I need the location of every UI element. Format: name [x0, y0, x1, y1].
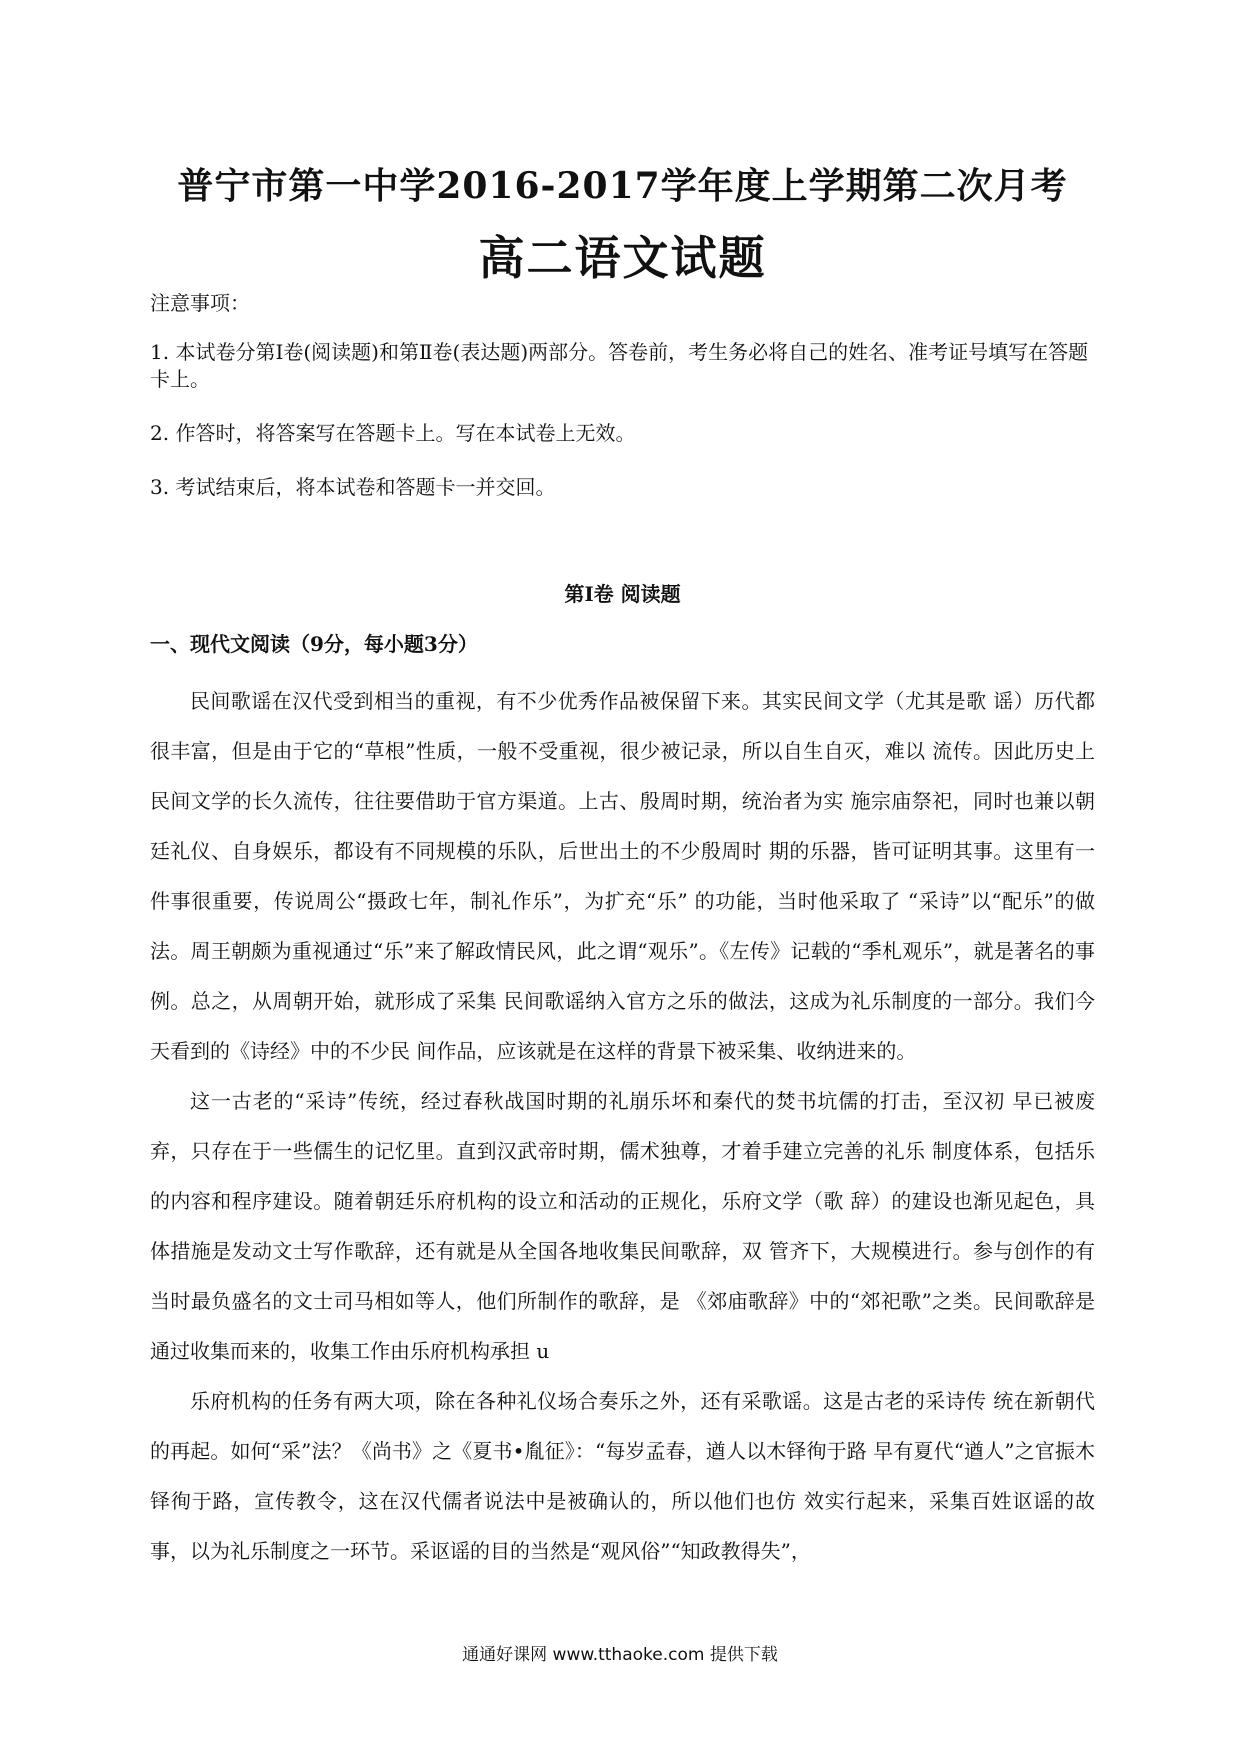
passage-paragraph: 这一古老的“采诗”传统，经过春秋战国时期的礼崩乐坏和秦代的焚书坑儒的打击，至汉初 早已被废弃，只存在于一些儒生的记忆里。直到汉武帝时期，儒术独尊，才着手建立完善的礼乐 制度体系，包括乐的内容和程序建设。随着朝廷乐府机构的设立和活动的正规化，乐府文学（歌 辞）的建设也渐见起色，具体措施是发动文士写作歌辞，还有就是从全国各地收集民间歌辞，双 管齐下，大规模进行。参与创作的有当时最负盛名的文士司马相如等人，他们所制作的歌辞，是 《郊庙歌辞》中的“郊祀歌”之类。民间歌辞是通过收集而来的，收集工作由乐府机构承担 u [150, 1089, 1095, 1363]
reading-passage [150, 676, 1095, 1576]
passage-paragraph: 乐府机构的任务有两大项，除在各种礼仪场合奏乐之外，还有采歌谣。这是古老的采诗传 统在新朝代的再起。如何“采”法？《尚书》之《夏书•胤征》：“每岁孟春，遒人以木铎徇于路 早有夏代“遒人”之官振木铎徇于路，宣传教令，这在汉代儒者说法中是被确认的，所以他们也仿 效实行起来，采集百姓讴谣的故事，以为礼乐制度之一环节。采讴谣的目的当然是“观风俗”“知政教得失”， [150, 1389, 1095, 1563]
note-item: 1. 本试卷分第Ⅰ卷(阅读题)和第Ⅱ卷(表达题)两部分。答卷前，考生务必将自己的姓名、准考证号填写在答题卡上。 [150, 340, 1089, 391]
notes-heading: 注意事项： [150, 291, 250, 315]
exam-title: 普宁市第一中学2016-2017学年度上学期第二次月考 [177, 165, 1068, 207]
note-item: 3. 考试结束后，将本试卷和答题卡一并交回。 [150, 475, 556, 499]
passage-paragraph: 民间歌谣在汉代受到相当的重视，有不少优秀作品被保留下来。其实民间文学（尤其是歌 谣）历代都很丰富，但是由于它的“草根”性质，一般不受重视，很少被记录，所以自生自灭，难以 流传。因此历史上民间文学的长久流传，往往要借助于官方渠道。上古、殷周时期，统治者为实 施宗庙祭祀，同时也兼以朝廷礼仪、自身娱乐，都设有不同规模的乐队，后世出土的不少殷周时 期的乐器，皆可证明其事。这里有一件事很重要，传说周公“摄政七年，制礼作乐”，为扩充“乐” 的功能，当时他采取了 “采诗”以“配乐”的做法。周王朝颇为重视通过“乐”来了解政情民风，此之谓“观乐”。《左传》记载的“季札观乐”，就是著名的事例。总之，从周朝开始，就形成了采集 民间歌谣纳入官方之乐的做法，这成为礼乐制度的一部分。我们今天看到的《诗经》中的不少民 间作品，应该就是在这样的背景下被采集、收纳进来的。 [150, 689, 1095, 1063]
section-title: 一、现代文阅读（9分，每小题3分） [150, 632, 478, 656]
exam-page [150, 0, 1095, 1754]
volume-title: 第Ⅰ卷 阅读题 [564, 582, 681, 606]
notes-section [150, 290, 1095, 528]
exam-subtitle: 高二语文试题 [478, 231, 767, 285]
page-footer: 通通好课网 www.tthaoke.com 提供下载 [462, 1645, 778, 1665]
note-item: 2. 作答时，将答案写在答题卡上。写在本试卷上无效。 [150, 421, 636, 445]
